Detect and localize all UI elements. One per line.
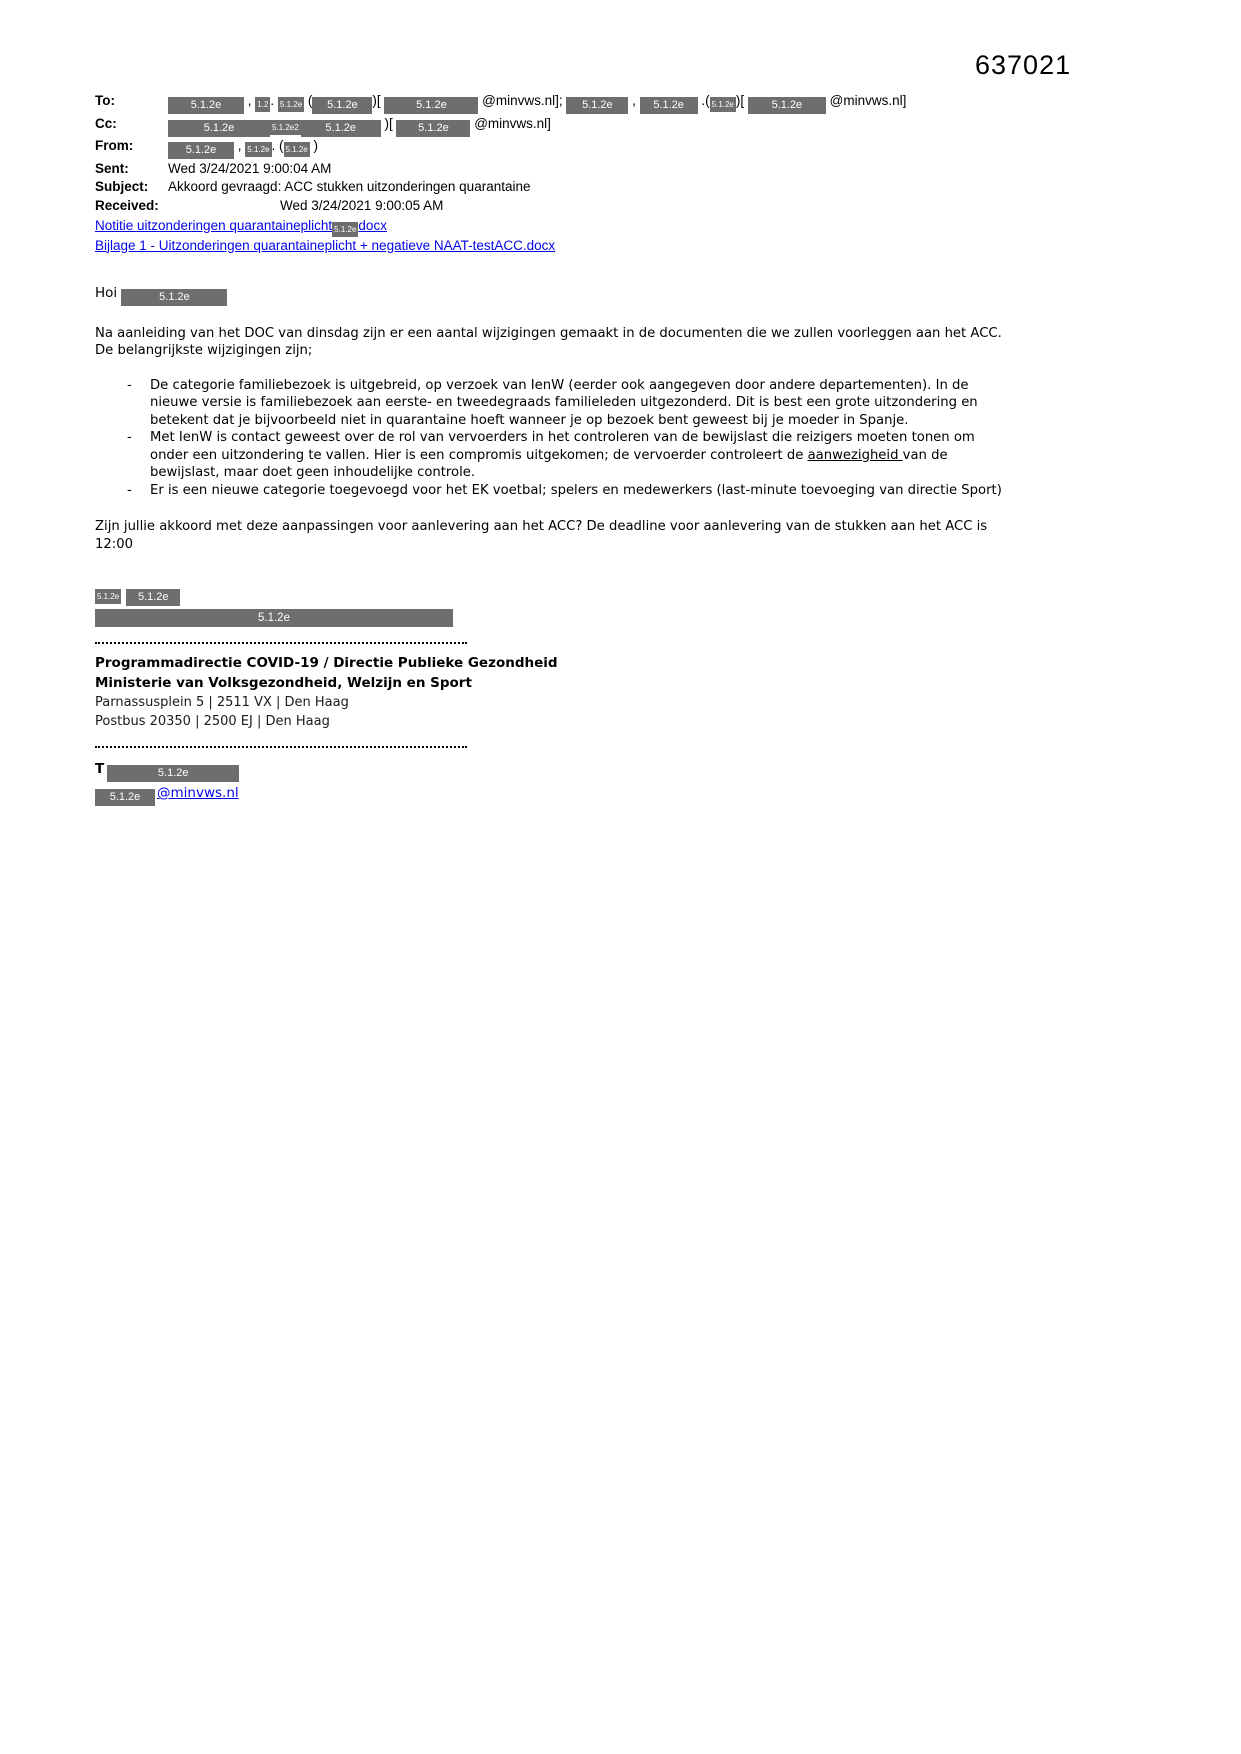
redaction-box: 5.1.2e: [748, 97, 826, 114]
bullet-ek-voetbal: [127, 482, 1012, 500]
text-run: Met IenW is contact geweest over de rol van vervoerders in het controleren van de bewijslast die reizigers moeten tonen om onder een uitzondering te vallen. Hier is een compromis uitgekomen; de vervoerder controleert de: [150, 430, 975, 463]
redaction-box: 5.1.2e: [312, 97, 372, 114]
greeting: [95, 285, 1146, 306]
document-number: 637021: [975, 50, 1072, 80]
text-run: (: [304, 93, 313, 108]
header-row-sent: [95, 160, 1146, 178]
from-value: [168, 137, 318, 159]
redaction-box: 5.1.2e: [301, 120, 381, 137]
header-row-to: [95, 92, 1146, 114]
redaction-box: 5.1.2e: [278, 97, 304, 112]
signoff-redactions: [95, 582, 1146, 606]
text-run: Er is een nieuwe categorie toegevoegd voor het EK voetbal; spelers en medewerkers (last-minute toevoeging van directie Sport): [150, 482, 1002, 498]
text-run: docx: [358, 217, 387, 233]
intro-paragraph: Na aanleiding van het DOC van dinsdag zijn er een aantal wijzigingen gemaakt in de documenten die we zullen voorleggen aan het ACC. De belangrijkste wijzigingen zijn;: [95, 325, 1002, 358]
text-run: De categorie familiebezoek is uitgebreid, op verzoek van IenW (eerder ook aangegeven door andere departementen). In de nieuwe versie is familiebezoek aan eerste- en tweedegraads familieleden uitgezonderd. Dit is best een grote uitzondering en betekent dat je bijvoorbeeld niet in quarantaine hoeft wanneer je op bezoek bent geweest bij je moeder in Spanje.: [150, 377, 978, 428]
bullet-marker: -: [127, 377, 132, 393]
sent-value: Wed 3/24/2021 9:00:04 AM: [168, 160, 332, 176]
bullet-text: [150, 430, 975, 480]
attachment-link-bijlage-1[interactable]: [95, 237, 1146, 255]
cc-value: [168, 115, 551, 137]
signature-directorate: Programmadirectie COVID-19 / Directie Publieke Gezondheid: [95, 655, 558, 671]
redaction-box: 5.1.2e2: [270, 120, 301, 135]
text-run: @minvws.nl]: [825, 93, 907, 108]
dotted-divider: [95, 746, 467, 748]
redaction-box: 5.1.2e: [168, 142, 234, 159]
signature-address: Parnassusplein 5 | 2511 VX | Den Haag: [95, 695, 349, 710]
attachment-links: [95, 217, 1146, 255]
header-row-from: [95, 137, 1146, 159]
signature-postbus: Postbus 20350 | 2500 EJ | Den Haag: [95, 714, 330, 729]
redaction-box: 5.1.2e: [95, 789, 155, 806]
email-header: [95, 92, 1146, 215]
bullet-marker: -: [127, 430, 132, 445]
cc-label: Cc:: [95, 115, 117, 131]
bullet-text: [150, 483, 1002, 498]
text-run: )[: [372, 93, 385, 108]
email-document: [0, 0, 1241, 846]
text-run: ,: [244, 93, 256, 108]
text-run: )[: [380, 115, 397, 131]
bullet-vervoerders: [127, 429, 1012, 482]
subject-label: Subject:: [95, 179, 149, 194]
redaction-box: 5.1.2e: [284, 142, 310, 157]
to-label: To:: [95, 93, 115, 108]
redaction-box: 5.1.2e: [126, 589, 180, 606]
header-row-cc: [95, 115, 1146, 137]
text-run: )[: [735, 93, 748, 108]
redaction-box: 5.1.2e: [168, 120, 270, 137]
changes-bullet-list: [95, 377, 1012, 500]
redaction-box: 1.2: [255, 97, 270, 112]
text-run: ,: [234, 138, 246, 153]
text-run: @minvws.nl];: [478, 93, 567, 108]
text-run: Notitie uitzonderingen quarantaineplicht: [95, 217, 333, 233]
closing-paragraph: Zijn jullie akkoord met deze aanpassingen voor aanlevering aan het ACC? De deadline voor aanlevering van de stukken aan het ACC is 12:00: [95, 519, 988, 552]
text-run: van de bewijslast, maar doet geen inhoudelijke controle.: [150, 447, 948, 480]
redaction-box: 5.1.2e: [107, 765, 239, 782]
redaction-box: 5.1.2e: [95, 589, 121, 604]
bullet-text: [150, 378, 978, 428]
header-row-subject: [95, 178, 1146, 196]
phone-label: T: [95, 761, 105, 777]
text-run: ): [309, 138, 319, 153]
redaction-box: 5.1.2e: [640, 97, 698, 114]
sent-label: Sent:: [95, 160, 129, 176]
text-run: @minvws.nl]: [470, 115, 551, 131]
redaction-box: 5.1.2e: [245, 142, 271, 157]
attachment-link-notitie[interactable]: [95, 217, 1146, 237]
text-run: .(: [697, 93, 710, 108]
text-run: . (: [271, 138, 284, 153]
redaction-box: 5.1.2e: [384, 97, 478, 114]
to-value: [168, 92, 906, 114]
text-run: .: [270, 93, 278, 108]
from-label: From:: [95, 138, 134, 153]
text-run: ,: [628, 93, 640, 108]
signature-block: [95, 653, 1146, 731]
redaction-box: 5.1.2e: [121, 289, 227, 306]
underlined-text: aanwezigheid: [807, 447, 903, 463]
text-run: Hoi: [95, 284, 122, 301]
email-link[interactable]: @minvws.nl: [157, 785, 239, 801]
header-row-received: [95, 197, 1146, 215]
redaction-box: 5.1.2e: [332, 222, 358, 237]
redaction-box: 5.1.2e: [710, 97, 736, 112]
text-run: Bijlage 1 - Uitzonderingen quarantaineplicht + negatieve NAAT-testACC.docx: [95, 237, 556, 253]
received-value: Wed 3/24/2021 9:00:05 AM: [280, 197, 444, 213]
signature-ministry: Ministerie van Volksgezondheid, Welzijn en Sport: [95, 675, 472, 691]
dotted-divider: [95, 642, 467, 644]
bullet-familiebezoek: [127, 377, 1012, 430]
email-row: [95, 785, 1146, 806]
subject-value: Akkoord gevraagd: ACC stukken uitzonderingen quarantaine: [168, 179, 531, 194]
bullet-marker: -: [127, 482, 132, 498]
redaction-box: 5.1.2e: [566, 97, 628, 114]
phone-row: [95, 761, 1146, 782]
received-label: Received:: [95, 197, 159, 213]
redaction-box: 5.1.2e: [168, 97, 244, 114]
redaction-bar: 5.1.2e: [95, 609, 453, 627]
redaction-box: 5.1.2e: [396, 120, 470, 137]
